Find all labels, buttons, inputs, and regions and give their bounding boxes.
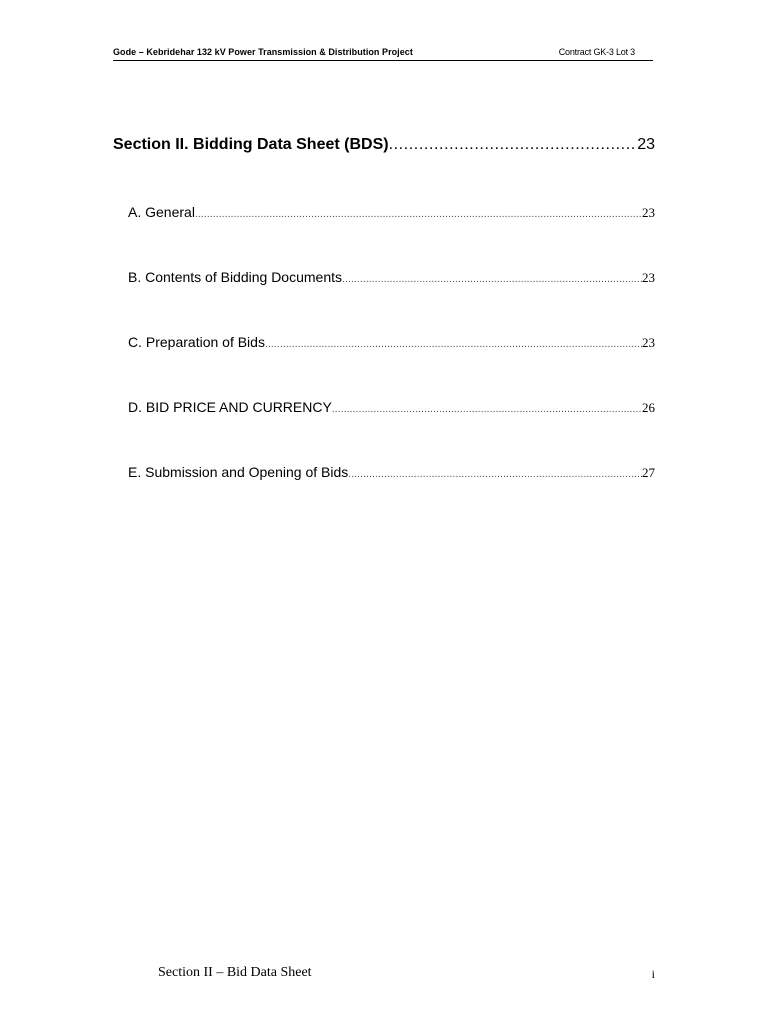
toc-entry-page: 26 <box>642 400 655 415</box>
toc-entry-label: B. Contents of Bidding Documents <box>128 269 343 285</box>
toc-leader-dots <box>348 469 642 480</box>
toc-entry-preparation-of-bids[interactable] <box>128 334 655 354</box>
toc-entry-submission-and-opening-of-bids[interactable] <box>128 464 655 484</box>
toc-entry-page: 23 <box>642 205 655 220</box>
toc-entry-label: C. Preparation of Bids <box>128 334 265 350</box>
header-project-title: Gode – Kebridehar 132 kV Power Transmission & Distribution Project <box>113 47 413 57</box>
toc-main-label: Section II. Bidding Data Sheet (BDS) <box>113 136 389 153</box>
footer-section-title: Section II – Bid Data Sheet <box>158 965 312 980</box>
toc-leader-dots <box>342 274 642 285</box>
table-of-contents <box>113 136 655 484</box>
toc-entry-contents-of-bidding-documents[interactable] <box>128 269 655 289</box>
header-contract: Contract GK-3 Lot 3 <box>558 47 635 57</box>
toc-entry-general[interactable] <box>128 204 655 224</box>
toc-entry-page: 23 <box>642 270 655 285</box>
toc-entry-bid-price-and-currency[interactable] <box>128 399 655 419</box>
toc-main-page: 23 <box>637 136 655 153</box>
toc-entry-label: E. Submission and Opening of Bids <box>128 464 349 480</box>
toc-entry-page: 23 <box>642 335 655 350</box>
toc-main-entry[interactable] <box>113 136 655 158</box>
page-header <box>113 44 653 61</box>
toc-leader-dots <box>195 209 642 220</box>
toc-leader-dots <box>265 339 642 350</box>
toc-entry-page: 27 <box>642 465 655 480</box>
toc-entry-label: D. BID PRICE AND CURRENCY <box>128 399 332 415</box>
toc-leader-dots <box>332 404 642 415</box>
footer-page-number: i <box>651 967 655 981</box>
toc-entry-label: A. General <box>128 204 195 220</box>
toc-leader-dots <box>389 136 638 154</box>
page-footer <box>158 965 655 985</box>
